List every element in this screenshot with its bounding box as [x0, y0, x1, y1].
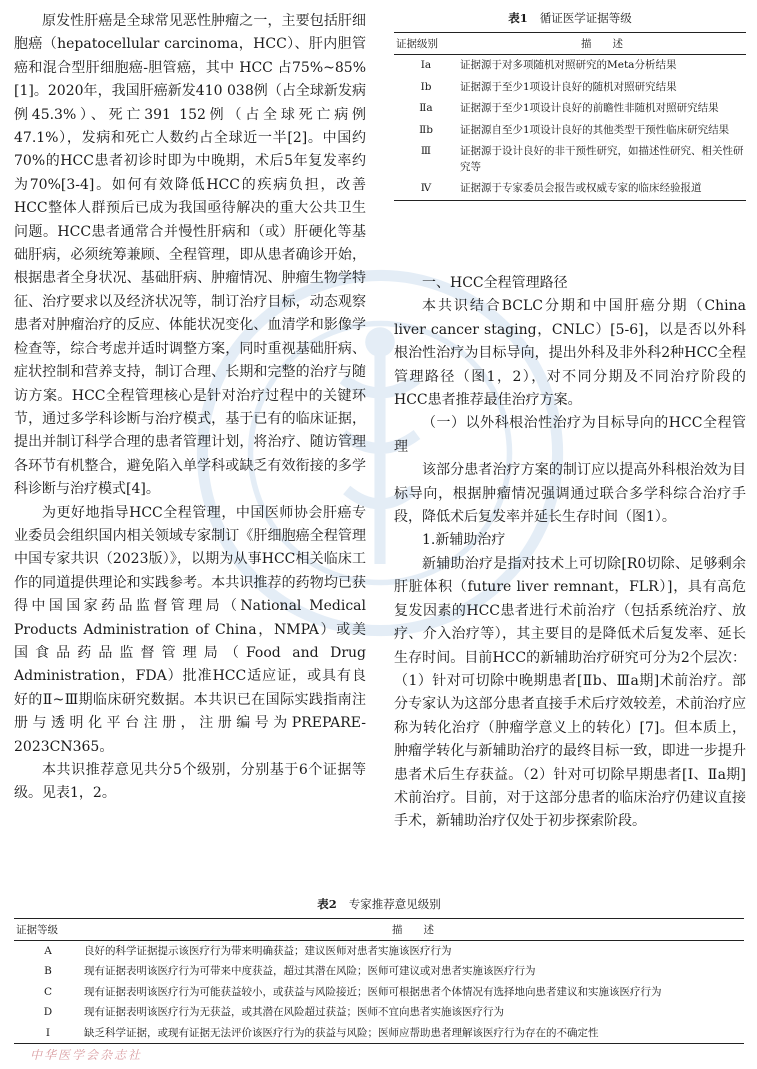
paragraph: 本共识推荐意见共分5个级别，分别基于6个证据等级。见表1，2。 [14, 762, 366, 802]
section-heading: （一）以外科根治性治疗为目标导向的HCC全程管理 [394, 415, 746, 455]
evidence-level-cell: A [44, 945, 52, 957]
right-column [394, 272, 746, 834]
table-2-label: 表2 [317, 897, 337, 911]
evidence-level-cell: Ⅰb [420, 80, 432, 93]
table-row [394, 98, 746, 120]
table-1-header-desc: 描 述 [458, 33, 746, 55]
evidence-level-cell: Ⅳ [394, 178, 458, 200]
table-2-recommendation-levels [14, 896, 744, 1044]
left-column [14, 10, 366, 806]
paragraph: 为更好地指导HCC全程管理，中国医师协会肝癌专业委员会组织国内相关领域专家制订《肝细胞癌全程管理中国专家共识（2023版）》，以期为从事HCC相关临床工作的同道提供理论和实践参考。本共识推荐的药物均已获得中国国家药品监督管理局（National Medical Products Administration of China，NMPA）或美国食品药品监督管理局（Food and Drug Administration，FDA）批准HCC适应证，或具有良好的Ⅱ~Ⅲ期临床研究数据。本共识已在国际实践指南注册与透明化平台注册，注册编号为PREPARE-2023CN365。 [14, 504, 366, 755]
table-2-header-desc: 描 述 [82, 919, 744, 941]
description-cell: 现有证据表明该医疗行为可带来中度获益，超过其潜在风险；医师可建议或对患者实施该医疗行为 [84, 965, 536, 978]
table-1-caption [394, 10, 746, 26]
description-cell: 证据源自至少1项设计良好的其他类型干预性临床研究结果 [460, 123, 730, 136]
description-cell: 现有证据表明该医疗行为可能获益较小，或获益与风险接近；医师可根据患者个体情况有选择地向患者建议和实施该医疗行为 [84, 985, 662, 998]
description-cell: 良好的科学证据提示该医疗行为带来明确获益；建议医师对患者实施该医疗行为 [84, 945, 452, 957]
paragraph: 本共识结合BCLC分期和中国肝癌分期（China liver cancer staging，CNLC）[5-6]，以是否以外科根治性治疗为目标导向，提出外科及非外科2种HCC全程管理路径（图1，2），对不同分期及不同治疗阶段的HCC患者推荐最佳治疗方案。 [394, 298, 746, 409]
table-row [394, 55, 746, 77]
table-2-grid [14, 918, 744, 1044]
description-cell: 缺乏科学证据，或现有证据无法评价该医疗行为的获益与风险；医师应帮助患者理解该医疗行为存在的不确定性 [82, 1023, 744, 1044]
table-row [14, 1023, 744, 1044]
table-row [14, 982, 744, 1002]
table-1-evidence-levels [394, 10, 746, 201]
paragraph: 新辅助治疗是指对技术上可切除[R0切除、足够剩余肝脏体积（future liver remnant，FLR）]，具有高危复发因素的HCC患者进行术前治疗（包括系统治疗、放疗、介入治疗等），其主要目的是降低术后复发率、延长生存时间。目前HCC的新辅助治疗研究可分为2个层次：（1）针对可切除中晚期患者[Ⅱb、Ⅲa期]术前治疗。部分专家认为这部分患者直接手术后疗效较差，术前治疗应称为转化治疗（肿瘤学意义上的转化）[7]。但本质上，肿瘤学转化与新辅助治疗的最终目标一致，即进一步提升患者术后生存获益。（2）针对可切除早期患者[Ⅰ、Ⅱa期]术前治疗。目前，对于这部分患者的临床治疗仍建议直接手术，新辅助治疗仅处于初步探索阶段。 [394, 555, 746, 830]
table-row [394, 141, 746, 178]
table-row [394, 77, 746, 99]
evidence-level-cell: C [43, 985, 53, 998]
table-2-title: 专家推荐意见级别 [348, 897, 441, 911]
description-cell: 证据源于设计良好的非干预性研究，如描述性研究、相关性研究等 [460, 145, 744, 173]
section-heading: 1.新辅助治疗 [422, 532, 506, 549]
publisher-mark: 中华医学会杂志社 [30, 1048, 143, 1062]
paragraph: 该部分患者治疗方案的制订应以提高外科根治效为目标导向，根据肿瘤情况强调通过联合多学科综合治疗手段，降低术后复发率并延长生存时间（图1）。 [394, 462, 746, 526]
table-row [14, 961, 744, 981]
table-1-label: 表1 [508, 11, 528, 25]
table-row [14, 941, 744, 962]
description-cell: 证据源于专家委员会报告或权威专家的临床经验报道 [458, 178, 746, 200]
table-2-caption [14, 896, 744, 912]
description-cell: 证据源于至少1项设计良好的随机对照研究结果 [460, 80, 677, 93]
description-cell: 证据源于至少1项设计良好的前瞻性非随机对照研究结果 [460, 102, 719, 114]
evidence-level-cell: D [43, 1006, 53, 1019]
section-heading: 一、HCC全程管理路径 [422, 275, 568, 291]
paragraph: 原发性肝癌是全球常见恶性肿瘤之一，主要包括肝细胞癌（hepatocellular carcinoma，HCC）、肝内胆管癌和混合型肝细胞癌-胆管癌，其中 HCC 占75%~85%[1]。2020年，我国肝癌新发410 038例（占全球新发病例45.3%）、死亡391 152例（占全球死亡病例47.1%），发病和死亡人数约占全球近一半[2]。中国约70%的HCC患者初诊时即为中晚期，术后5年复发率约为70%[3-4]。如何有效降低HCC的疾病负担，改善HCC整体人群预后已成为我国亟待解决的重大公共卫生问题。HCC患者通常合并慢性肝病和（或）肝硬化等基础肝病，必须统筹兼顾、全程管理，即从患者确诊开始，根据患者全身状况、基础肝病、肿瘤情况、肿瘤生物学特征、治疗要求以及经济状况等，制订治疗目标，动态观察患者对肿瘤治疗的反应、体能状况变化、血清学和影像学检查等，综合考虑并适时调整方案，同时重视基础肝病、症状控制和营养支持，制订合理、长期和完整的治疗与随访方案。HCC全程管理核心是针对治疗过程中的关键环节，通过多学科诊断与治疗模式，基于已有的临床证据，提出并制订科学合理的患者管理计划，将治疗、随访管理各环节有机整合，避免陷入单学科或缺乏有效衔接的多学科诊断与治疗模式[4]。 [14, 13, 366, 498]
evidence-level-cell: Ⅰa [420, 59, 432, 71]
description-cell: 证据源于对多项随机对照研究的Meta分析结果 [460, 59, 677, 71]
evidence-level-cell: Ⅱa [419, 102, 433, 114]
table-row [14, 1002, 744, 1022]
table-1-header-level: 证据级别 [394, 33, 458, 55]
description-cell: 现有证据表明该医疗行为无获益，或其潜在风险超过获益；医师不宜向患者实施该医疗行为 [84, 1006, 504, 1019]
evidence-level-cell: I [14, 1023, 82, 1044]
evidence-level-cell: Ⅱb [419, 123, 433, 136]
table-1-title: 循证医学证据等级 [539, 11, 632, 25]
table-row [394, 178, 746, 200]
evidence-level-cell: Ⅲ [420, 145, 432, 157]
table-row [394, 120, 746, 142]
table-2-header-level: 证据等级 [14, 919, 82, 941]
evidence-level-cell: B [44, 965, 52, 978]
table-1-grid [394, 32, 746, 201]
